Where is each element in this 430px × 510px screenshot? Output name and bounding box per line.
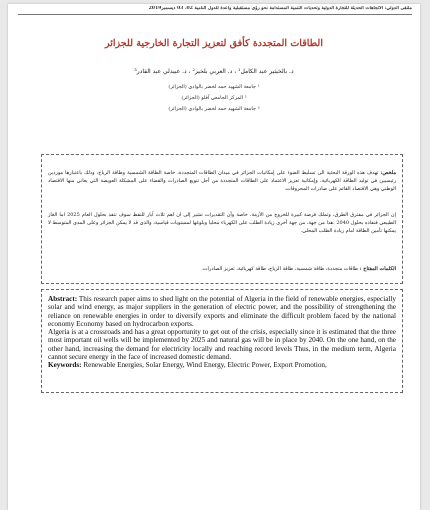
affiliation-1: ¹ جامعة الشهيد حمه لخضر بالوادي (الجزائر) [168,84,260,90]
affiliation-2: ² المركز الجامعي آفلو (الجزائر) [181,95,247,101]
arabic-abstract-box [41,154,403,284]
header-divider [18,14,412,15]
paper-title: الطاقات المتجددة كأفق لتعزيز التجارة الخارجية للجزائر [105,38,323,49]
author-list: د. بالخيثير عبد الكامل¹ ، د. العربي بلخير² ، د. عبيدلي عبد القادر³ [134,68,294,75]
english-keywords-label: Keywords: [48,361,82,369]
arabic-abstract-text-1: تهدف هذه الورقة البحثية الى تسليط الضوء على إمكانيات الجزائر في ميدان الطاقات المتجددة، خاصة الطاقة الشمسية وطاقة الرياح، وذلك باعتبارها موردين رئيسيين في توليد الطاقة الكهربائية، وإمكانية تعزيز الاعتماد على الطاقات المتجددة من أجل تنويع الصادرات والقضاء على المشكلة العويصة التي يعاني منها الاقتصاد الوطني وهي الاقتصاد القائم على صادرات المحروقات. [48,170,396,193]
arabic-keywords [48,265,396,273]
running-header: ملتقى الدولي: الاتجاهات الحديثة للتجارة الدولية وتحديات التنمية المستدامة نحو رؤى مستقبلية واعدة للدول النامية 02، 03 ديسمبر2019 [148,6,412,11]
english-keywords-text: Renewable Energies, Solar Energy, Wind Energy, Electric Power, Export Promotion, [83,361,327,369]
arabic-keywords-text: طاقات متجددة، طاقة شمسية، طاقة الرياح، طاقة كهربائية، تعزيز الصادرات. [201,266,359,272]
document-page [8,4,420,510]
english-abstract-paragraph-2: Algeria is at a crossroads and has a great opportunity to get out of the crisis, especially since it is estimated that the three most important oil wells will be implemented by 2025 and natural gas will be in place by 2040. On the one hand, on the other hand, increasing the demand for electricity locally and reaching record levels Thus, in the medium term, Algeria cannot secure energy in the face of increased domestic demand. [48,328,396,361]
english-abstract [48,295,396,369]
affiliation-3: ³ جامعة الشهيد حمه لخضر بالوادي (الجزائر) [168,106,260,112]
arabic-abstract-paragraph-1 [48,169,396,194]
arabic-abstract-label: ملخص: [380,170,397,176]
arabic-keywords-label: الكلمات المفتاح : [359,266,396,272]
arabic-abstract-paragraph-2: إن الجزائر في مفترق الطرق، وتملك فرصة كبيرة للخروج من الأزمة، خاصة وأن التقديرات تشير إلى ان اهم ثلاث آبار للنفط سوف تنفذ بحلول العام 2025 اما الغاز الطبيعي فنفاذه بحلول 2040 .هذا من جهة، من جهة أخرى زيادة الطلب على الكهرباء محليا وبلوغها لمستويات قياسية، والذي قد لا يمكن الجزائر وعلى المدى المتوسط لا يمكنها تأمين الطاقة امام زيادة الطلب المحلي. [48,212,396,235]
english-abstract-label: Abstract: [48,295,78,303]
english-abstract-text-1: This research paper aims to shed light on the potential of Algeria in the field of renewable energies, especially solar and wind energy, as major suppliers in the generation of electric power, and the possibility of strengthening the reliance on renewable energies in order to diversify exports and eliminate the difficult problem faced by the national economy Economy based on hydrocarbon exports. [48,295,396,328]
english-abstract-box [41,289,403,393]
english-abstract-paragraph-1 [48,295,396,328]
english-keywords [48,361,396,369]
